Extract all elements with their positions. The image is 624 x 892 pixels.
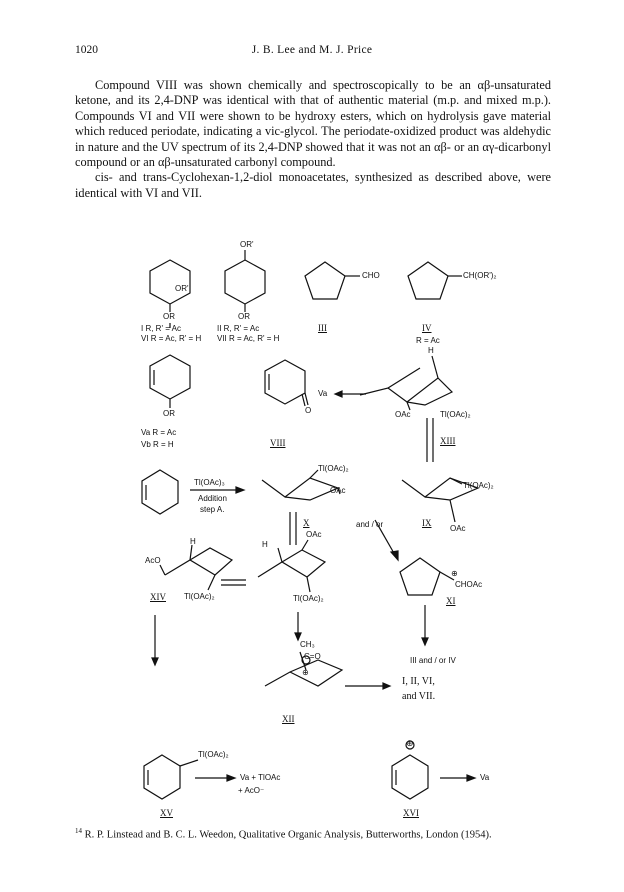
- substituent-XII-CO: C=O: [304, 652, 321, 661]
- substituent-IX-OAc: OAc: [450, 524, 466, 533]
- paragraph-1: Compound VIII was shown chemically and spectroscopically to be an αβ-unsaturated ketone, and its 2,4-DNP was identical with that of authentic material (m.p. and mixed m.p.). Compounds VI and VII were shown to be hydroxy esters, which on hydrolysis gave material which reduced periodate, indicating a vic-glycol. The periodate-oxidized product was aldehydic in nature and the UV spectrum of its 2,4-DNP showed that it was not an αβ- or an αγ-dicarbonyl compound or an αβ-unsaturated carbonyl compound.: [75, 78, 551, 170]
- running-head: J. B. Lee and M. J. Price: [251, 44, 373, 56]
- substituent-I-ORp: OR': [175, 284, 189, 293]
- cyclohexene-ring-V: [150, 355, 190, 399]
- compound-label-Va: Va R = Ac: [141, 428, 177, 437]
- compound-label-XII: XII: [282, 714, 295, 724]
- substituent-XIII-H: H: [428, 346, 434, 355]
- page-number: 1020: [75, 44, 98, 56]
- substituent-VIII-O: O: [305, 406, 312, 415]
- cyclohexane-ring-II: [225, 260, 265, 304]
- substituent-XIII-Tl: Tl(OAc)₂: [440, 410, 471, 419]
- compound-label-III: III: [318, 323, 327, 333]
- footnote-marker: 14: [75, 827, 82, 835]
- compound-label-IX: IX: [422, 518, 432, 528]
- cyclopentane-ring-XI: [400, 558, 440, 595]
- substituent-XI-CHOAc: CHOAc: [455, 580, 483, 589]
- compound-label-XVI: XVI: [403, 808, 419, 818]
- compound-label-XI: XI: [446, 596, 456, 606]
- footnote: [75, 827, 555, 841]
- compound-label-XV: XV: [160, 808, 173, 818]
- XV-products: Va + TlOAc: [240, 773, 281, 782]
- arrow-target-XVI-Va: Va: [480, 773, 490, 782]
- compound-label-II: II R, R' = Ac: [217, 324, 260, 333]
- substituent-XIII-OAc: OAc: [395, 410, 411, 419]
- charge-XVI: ⊕: [406, 738, 414, 748]
- substituent-center-OAc: OAc: [306, 530, 322, 539]
- compound-label-XIII: XIII: [440, 436, 456, 446]
- substituent-III-CHO: CHO: [362, 271, 380, 280]
- cyclohexane-ring-I: [150, 260, 190, 304]
- plus-charge-XI: ⊕: [451, 569, 458, 578]
- substituent-XIV-AcO: AcO: [145, 556, 161, 565]
- arrow-target-Va: Va: [318, 389, 328, 398]
- cyclohexene-ring-XV: [144, 755, 180, 799]
- substituent-V-OR: OR: [163, 409, 175, 418]
- substituent-I-OR: OR: [163, 312, 175, 321]
- substituent-XV-Tl: Tl(OAc)₂: [198, 750, 229, 759]
- plus-charge-XII-label: ⊕: [302, 668, 309, 677]
- compound-label-XIV: XIV: [150, 592, 166, 602]
- chair-XIII: [360, 378, 452, 405]
- chair-center: [258, 550, 325, 577]
- compound-label-I: I R, R' = Ac: [141, 324, 181, 333]
- paragraph-2: cis- and trans-Cyclohexan-1,2-diol monoacetates, synthesized as described above, were identical with VI and VII.: [75, 170, 551, 200]
- compound-label-IV: IV: [422, 323, 432, 333]
- substituent-X-Tl: Tl(OAc)₂: [318, 464, 349, 473]
- cation-ring-XVI: [392, 755, 428, 799]
- enone-ring-VIII: [265, 360, 305, 404]
- compound-label-VII: VII R = Ac, R' = H: [217, 334, 280, 343]
- substituent-XIV-H: H: [190, 537, 196, 546]
- substituent-center-Tl: Tl(OAc)₂: [293, 594, 324, 603]
- compound-label-VIII: VIII: [270, 438, 286, 448]
- substituent-XII-CH3: CH₃: [300, 640, 315, 649]
- compound-label-VI: VI R = Ac, R' = H: [141, 334, 202, 343]
- reagent-TlOAc3: Tl(OAc)₃: [194, 478, 225, 487]
- addition-note-2: step A.: [200, 505, 225, 514]
- products-line-1: III and / or IV: [410, 656, 456, 665]
- substituent-XIV-Tl: Tl(OAc)₂: [184, 592, 215, 601]
- substituent-II-OR: OR: [238, 312, 250, 321]
- addition-note-1: Addition: [198, 494, 227, 503]
- XV-acetate-anion: + AcO⁻: [238, 786, 265, 795]
- substituent-IV: CH(OR')₂: [463, 271, 497, 280]
- compound-label-X: X: [303, 518, 310, 528]
- compound-IV-note: R = Ac: [416, 336, 440, 345]
- substituent-IX-Tl: Tl(OAc)₂: [463, 481, 494, 490]
- products-line-2: I, II, VI,: [402, 676, 435, 687]
- and-or-link: and / or: [356, 520, 384, 529]
- cyclopentane-ring-III: [305, 262, 345, 299]
- chair-X: [262, 478, 338, 500]
- compound-label-Vb: Vb R = H: [141, 440, 174, 449]
- substituent-II-ORp: OR': [240, 240, 254, 249]
- cyclohexene-ring-addition: [142, 470, 178, 514]
- footnote-text: R. P. Linstead and B. C. L. Weedon, Qualitative Organic Analysis, Butterworths, London (1954).: [84, 829, 492, 841]
- substituent-X-OAc: OAc: [330, 486, 346, 495]
- cyclopentane-ring-IV: [408, 262, 448, 299]
- chair-XIV: [165, 548, 232, 575]
- products-line-3: and VII.: [402, 691, 436, 702]
- substituent-center-H: H: [262, 540, 268, 549]
